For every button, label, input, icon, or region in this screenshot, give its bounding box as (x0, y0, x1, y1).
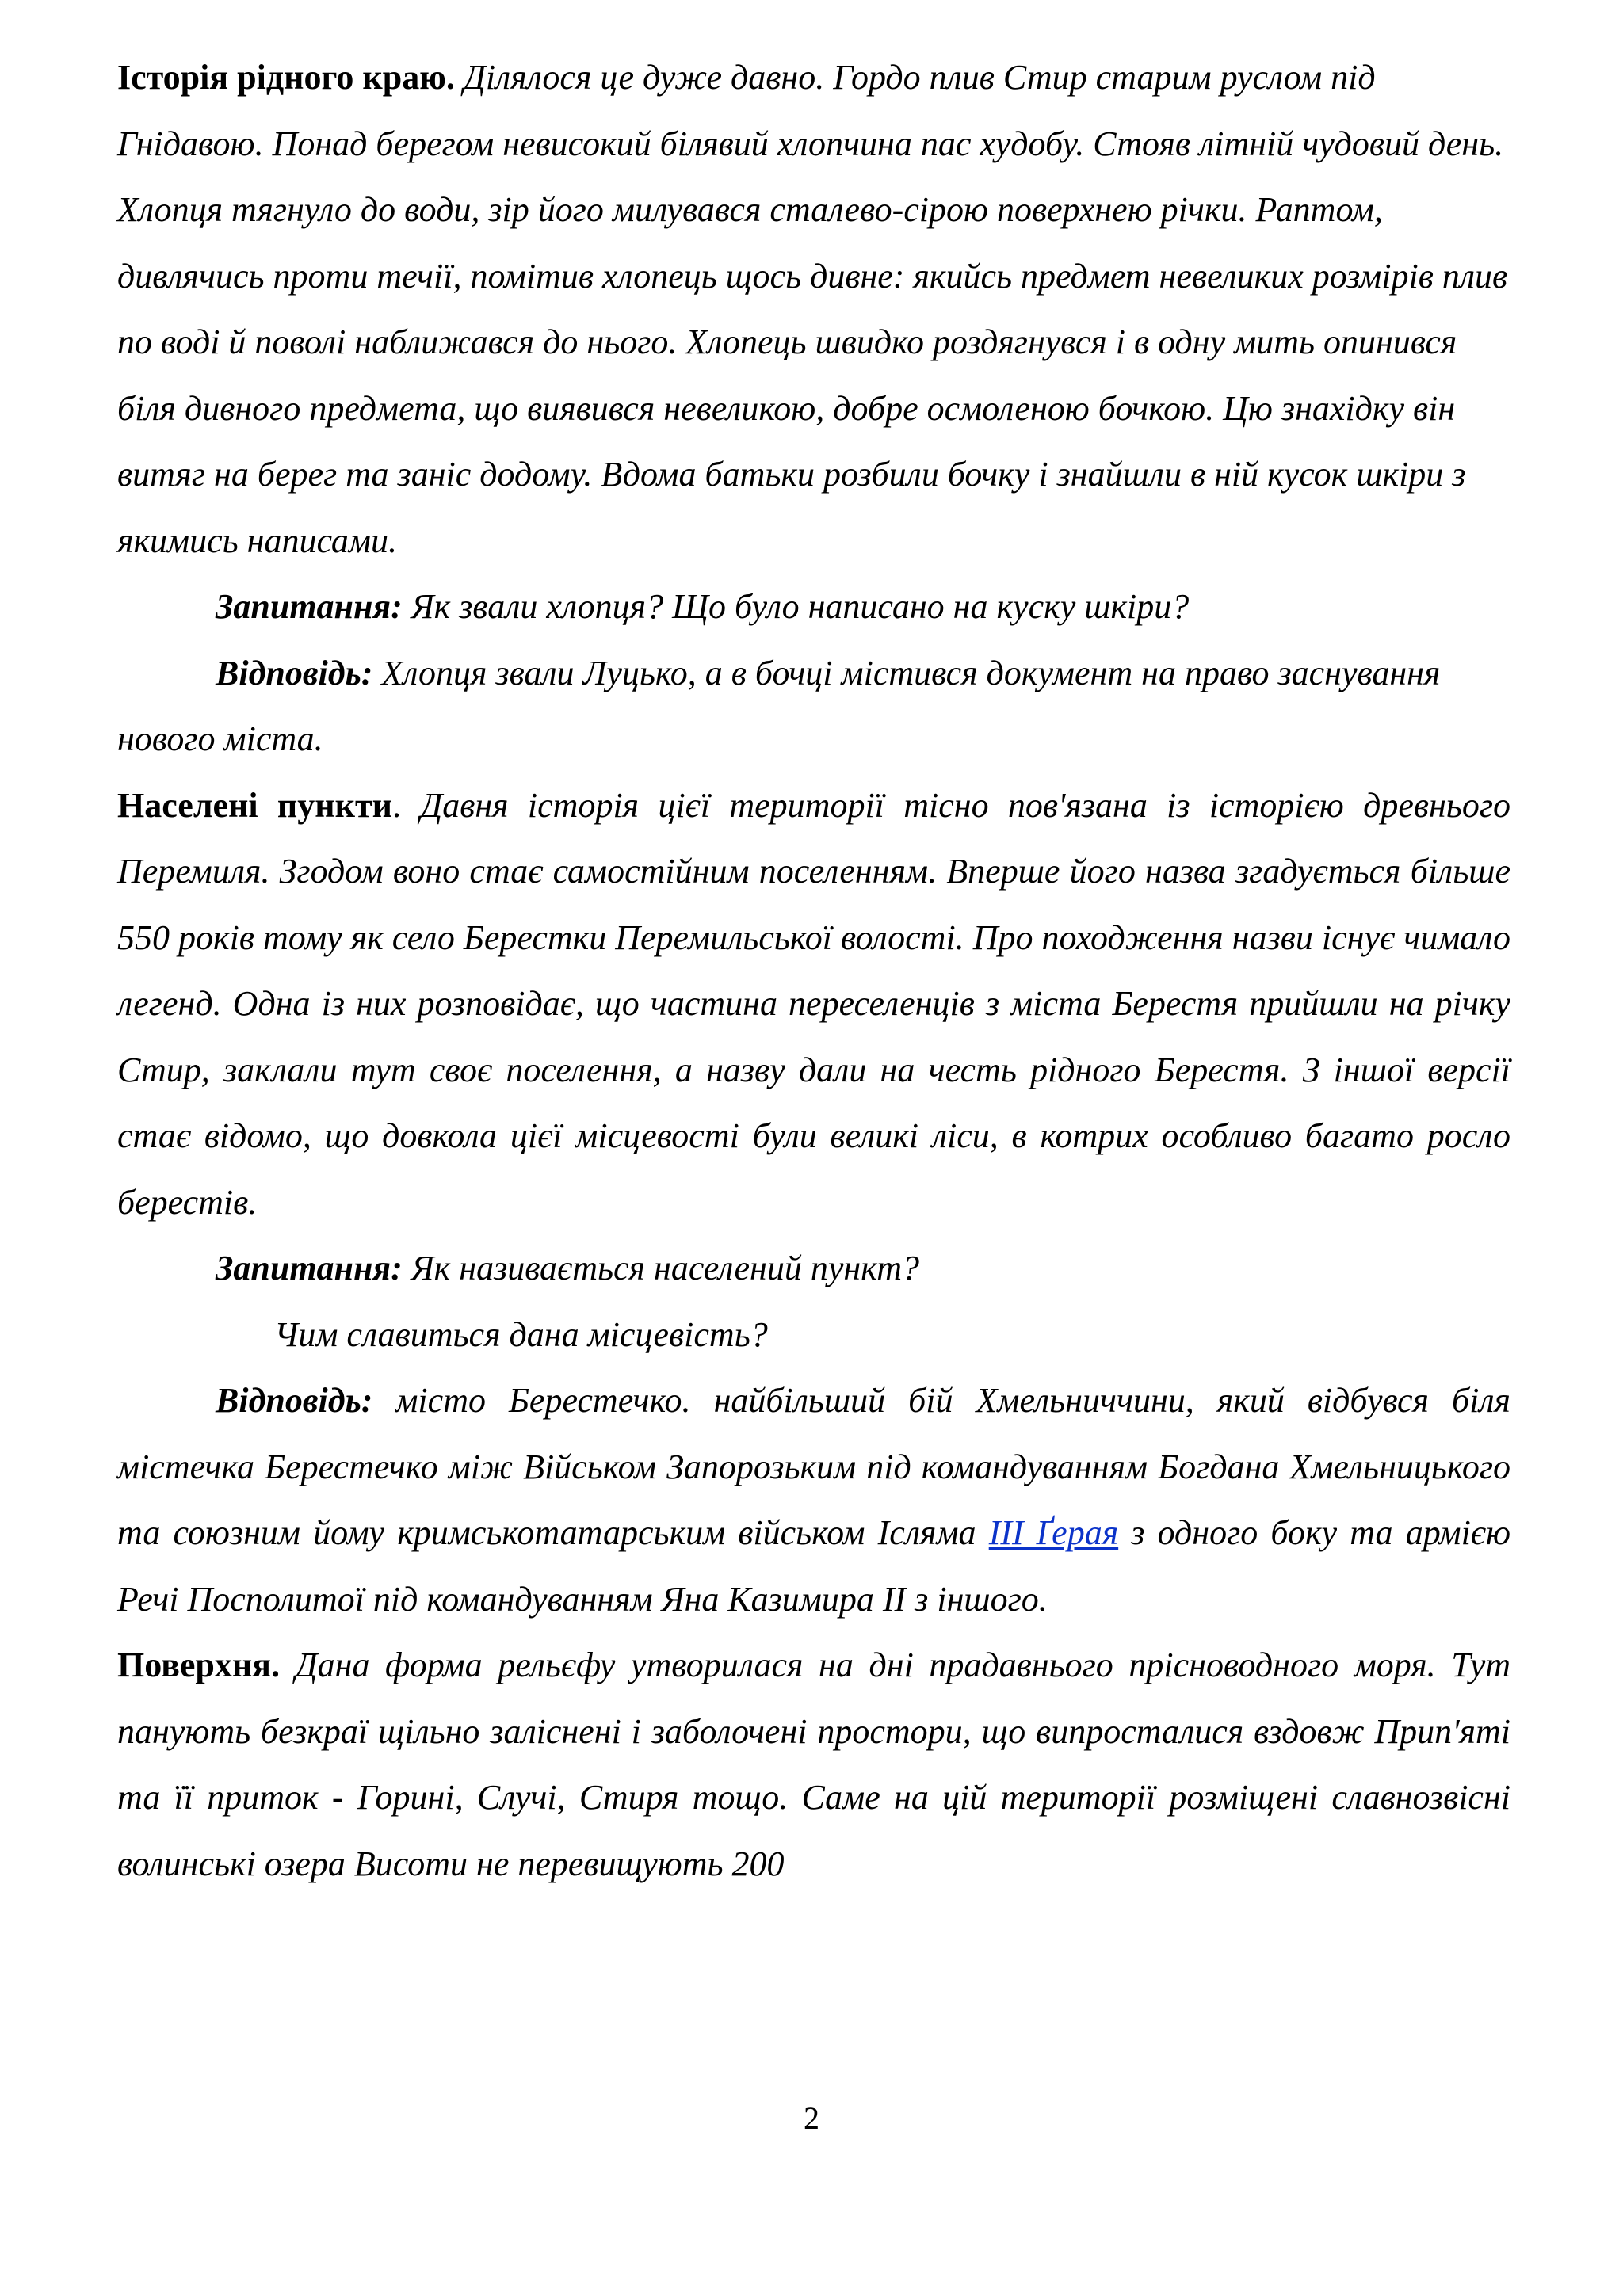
surface-paragraph (117, 1632, 1510, 1897)
history-answer-label: Відповідь: (216, 653, 373, 692)
settlements-text: Давня історія цієї території тісно пов'язана із історією древнього Перемиля. Згодом воно стає самостійним поселенням. Вперше його назва згадується більше 550 років тому як село Берестки Перемильської волості. Про походження назви існує чимало легенд. Одна із них розповідає, що частина переселенців з міста Берестя прийшли на річку Стир, заклали тут своє поселення, а назву дали на честь рідного Берестя. З іншої версії стає відомо, що довкола цієї місцевості були великі ліси, в котрих особливо багато росло берестів. (117, 785, 1510, 1222)
settlements-heading: Населені пункти (117, 785, 392, 825)
history-answer-text: Хлопця звали Луцько, а в бочці містився документ на право заснування нового міста. (117, 653, 1441, 758)
settlements-paragraph (117, 772, 1510, 1236)
gerai-link[interactable]: ІІІ Ґерая (988, 1513, 1119, 1552)
surface-text: Дана форма рельєфу утворилася на дні прадавнього прісноводного моря. Тут панують безкраї щільно заліснені і заболочені простори, що випросталися вздовж Прип'яті та її приток - Горині, Случі, Стиря тощо. Саме на цій території розміщені славнозвісні волинські озера Висоти не перевищують 200 (117, 1646, 1510, 1883)
history-question-label: Запитання: (216, 587, 403, 626)
settlements-answer-text: місто Берестечко. найбільший бій Хмельниччини, який відбувся біля містечка Берестечко між Військом Запорозьким під командуванням Богдана Хмельницького та союзним йому кримськотатарським військом Ісляма (117, 1381, 1510, 1552)
history-paragraph (117, 44, 1510, 574)
settlements-heading-dot: . (391, 785, 421, 825)
history-text: Ділялося це дуже давно. Гордо плив Стир старим руслом під Гнідавою. Понад берегом невисокий білявий хлопчина пас худобу. Стояв літній чудовий день. Хлопця тягнуло до води, зір його милувався сталево-сірою поверхнею річки. Раптом, дивлячись проти течії, помітив хлопець щось дивне: якийсь предмет невеликих розмірів плив по воді й поволі наближався до нього. Хлопець швидко роздягнувся і в одну мить опинився біля дивного предмета, що виявився невеликою, добре осмоленою бочкою. Цю знахідку він витяг на берег та заніс додому. Вдома батьки розбили бочку і знайшли в ній кусок шкіри з якимись написами. (117, 58, 1508, 560)
settlements-question-label: Запитання: (216, 1249, 403, 1287)
page-number: 2 (804, 2100, 819, 2136)
document-page (117, 44, 1510, 1897)
surface-heading: Поверхня. (117, 1646, 281, 1684)
settlements-question-text-2: Чим славиться дана місцевість? (274, 1314, 768, 1354)
settlements-answer-text-end: з одного боку та армією Речі Посполитої під командуванням Яна Казимира ІІ з іншого. (117, 1513, 1511, 1619)
history-answer (117, 640, 1510, 772)
settlements-answer-label: Відповідь: (216, 1381, 373, 1420)
settlements-question-text: Як називається населений пункт? (402, 1249, 919, 1287)
history-heading: Історія рідного краю. (117, 58, 455, 97)
settlements-answer (117, 1367, 1510, 1632)
history-question (117, 574, 1510, 640)
settlements-question-2 (117, 1302, 1510, 1368)
settlements-question (117, 1235, 1510, 1302)
history-question-text: Як звали хлопця? Що було написано на куску шкіри? (402, 587, 1190, 626)
